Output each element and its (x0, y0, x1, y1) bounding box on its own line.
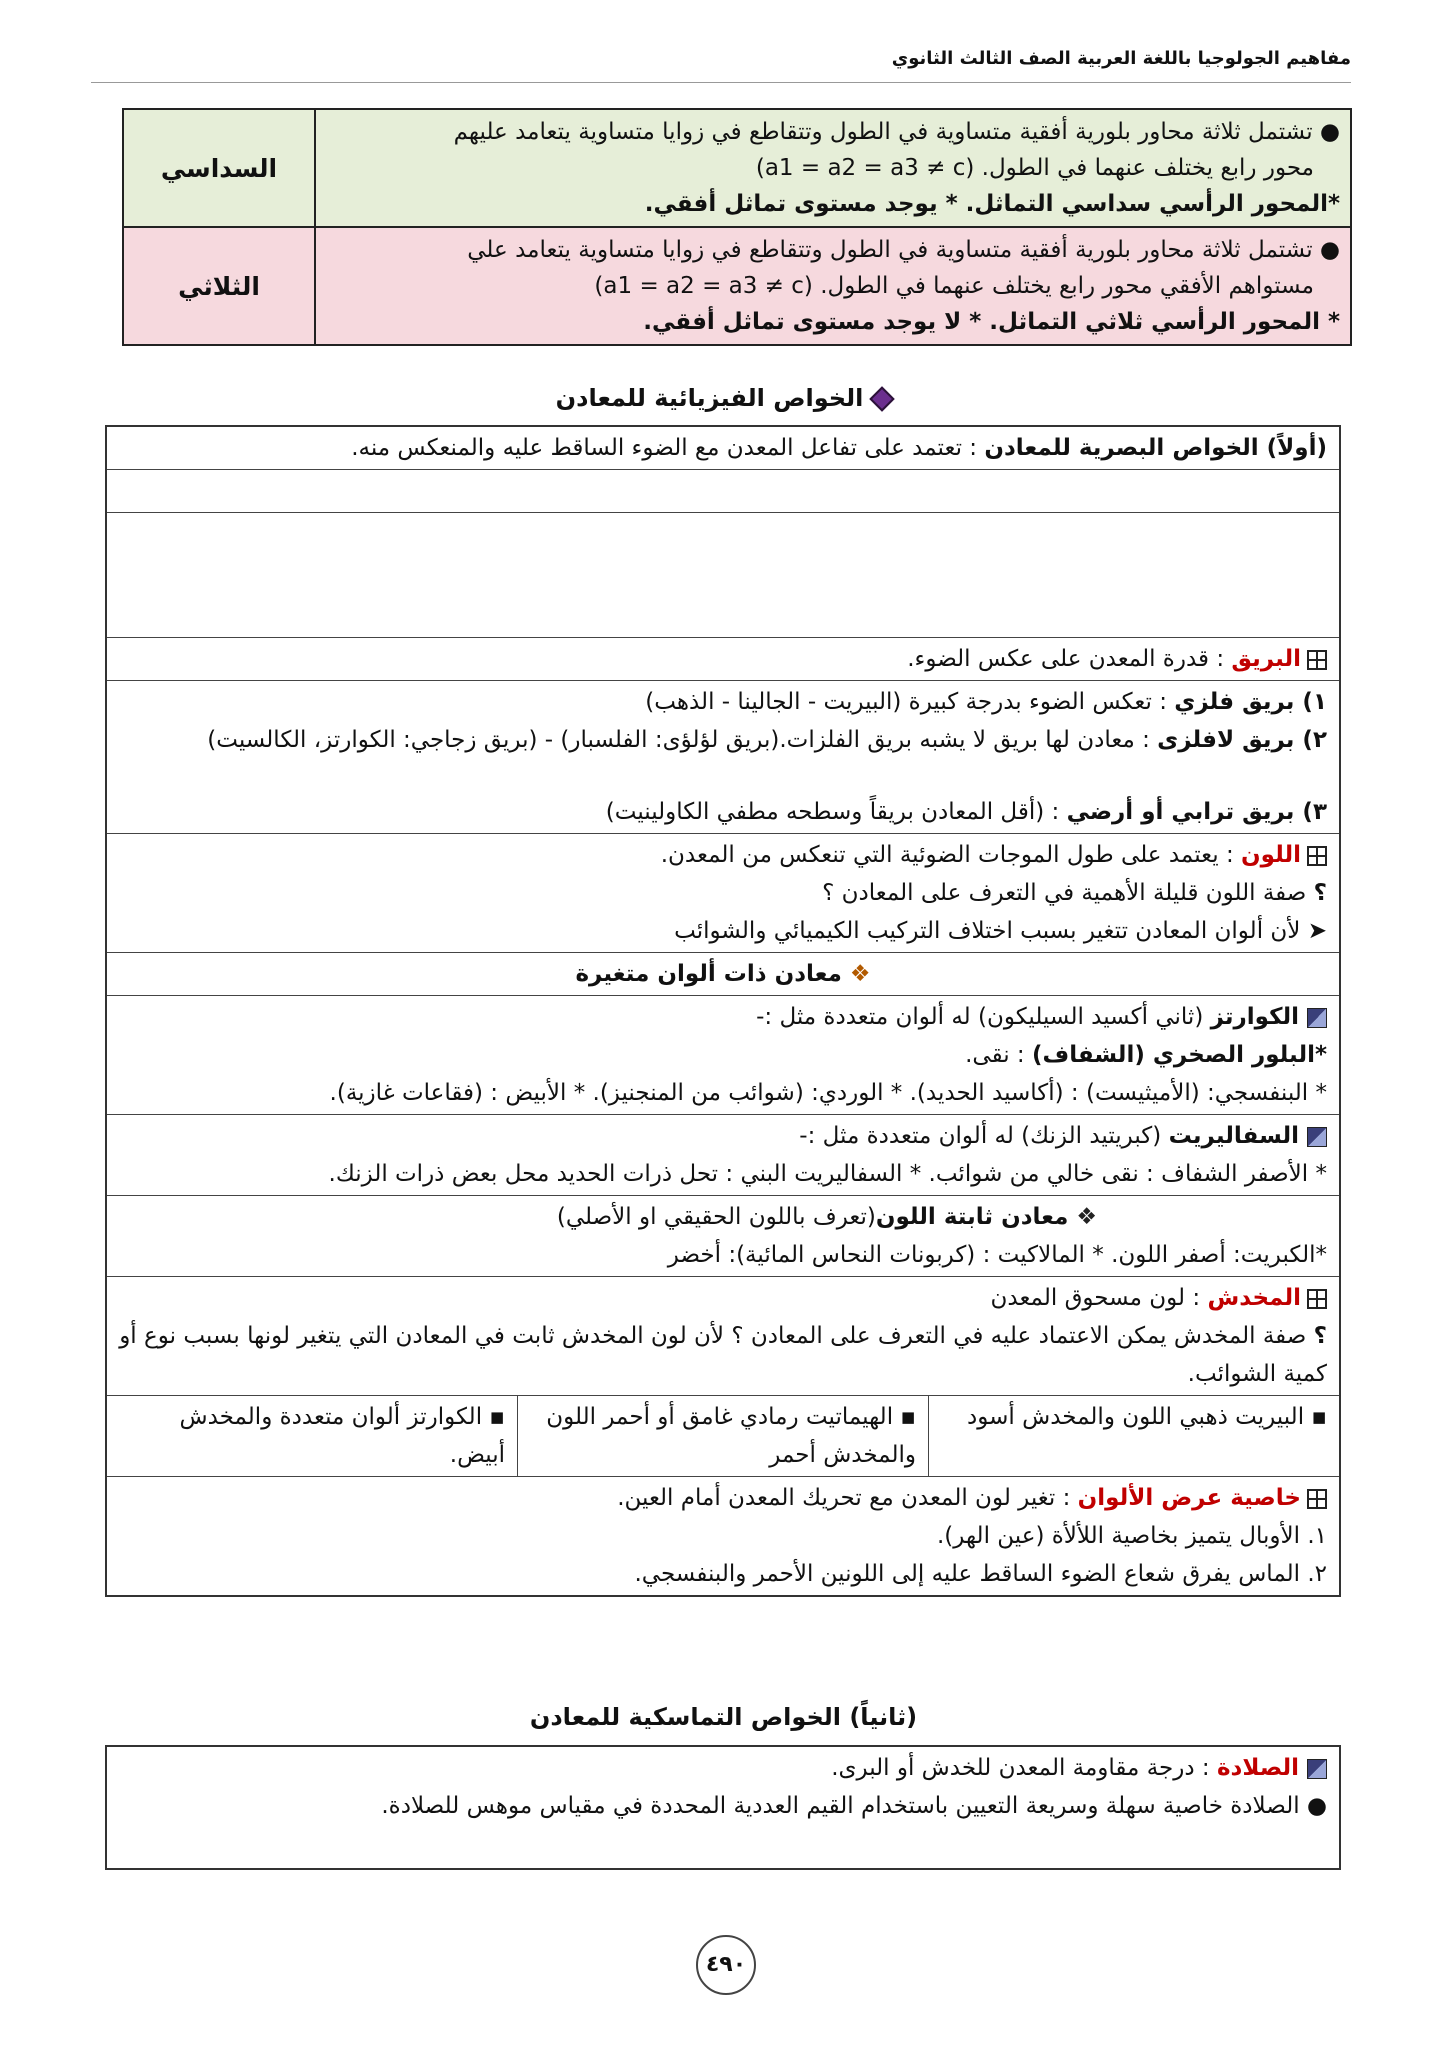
crystal-system-name: الثلاثي (123, 227, 315, 345)
hardness-row (107, 1747, 1339, 1827)
arrow-icon: ➤ (1307, 918, 1327, 944)
fixed-desc: (تعرف باللون الحقيقي او الأصلي) (556, 1204, 876, 1230)
fixed-title: معادن ثابتة اللون (875, 1204, 1069, 1230)
blank-row (107, 470, 1339, 513)
crystal-line: * المحور الرأسي ثلاثي التماثل. * لا يوجد مستوى تماثل أفقي. (643, 309, 1340, 335)
quartz-desc: (ثاني أكسيد السيليكون) له ألوان متعددة مثل :- (756, 1004, 1204, 1030)
luster-desc: : قدرة المعدن على عكس الضوء. (907, 646, 1225, 672)
list-item: ▪ البيريت ذهبي اللون والمخدش أسود (928, 1396, 1339, 1476)
hash-icon (1307, 846, 1327, 866)
page-number: ٤٩٠ (696, 1935, 756, 1995)
quartz-row (107, 996, 1339, 1115)
streak-desc: : لون مسحوق المعدن (990, 1285, 1201, 1311)
square-icon (1307, 1127, 1327, 1147)
crystal-line: ● تشتمل ثلاثة محاور بلورية أفقية متساوية في الطول وتتقاطع في زوايا متساوية يتعامد عليهم (453, 119, 1340, 145)
hardness-title: الصلادة (1216, 1755, 1299, 1781)
hash-icon (1307, 1289, 1327, 1309)
question: ؟ صفة اللون قليلة الأهمية في التعرف على المعادن ؟ (822, 880, 1327, 906)
crystal-line: ● تشتمل ثلاثة محاور بلورية أفقية متساوية في الطول وتتقاطع في زوايا متساوية يتعامد علي (467, 237, 1340, 263)
list-item: ٢) بريق لافلزى : معادن لها بريق لا يشبه بريق الفلزات.(بريق لؤلؤى: الفلسبار) - (بريق زجاجي: الكوارتز، الكالسيت) (207, 727, 1327, 753)
question: ؟ صفة المخدش يمكن الاعتماد عليه في التعرف على المعادن ؟ لأن لون المخدش ثابت في المعادن التي يتغير لونها بسبب نوع أو كمية الشوائب. (119, 1323, 1327, 1387)
play-of-colors-row (107, 1477, 1339, 1595)
luster-title: البريق (1231, 646, 1301, 672)
quartz-varieties: * البنفسجي: (الأميثيست) : (أكاسيد الحديد). * الوردي: (شوائب من المنجنيز). * الأبيض : (فقاعات غازية). (329, 1080, 1327, 1106)
diamond-star-icon: ❖ (1076, 1204, 1097, 1230)
luster-row (107, 638, 1339, 681)
sphalerite-desc: (كبريتيد الزنك) له ألوان متعددة مثل :- (799, 1123, 1162, 1149)
fixed-examples: *الكبريت: أصفر اللون. * المالاكيت : (كربونات النحاس المائية): أخضر (667, 1242, 1327, 1268)
play-title: خاصية عرض الألوان (1077, 1485, 1301, 1511)
blank-row (107, 513, 1339, 638)
cohesive-properties-box (105, 1745, 1341, 1870)
list-item: ▪ الكوارتز ألوان متعددة والمخدش أبيض. (179, 1404, 505, 1468)
hardness-desc: : درجة مقاومة المعدن للخدش أو البرى. (831, 1755, 1210, 1781)
luster-types-row (107, 681, 1339, 834)
fixed-colors-row (107, 1196, 1339, 1277)
play-desc: : تغير لون المعدن مع تحريك المعدن أمام العين. (617, 1485, 1071, 1511)
sphalerite-varieties: * الأصفر الشفاف : نقى خالي من شوائب. * السفاليريت البني : تحل ذرات الحديد محل بعض ذرات الزنك. (328, 1161, 1327, 1187)
table-row (123, 109, 1351, 227)
sphalerite-row (107, 1115, 1339, 1196)
section-title: الخواص الفيزيائية للمعادن (0, 384, 1447, 412)
diamond-star-icon: ❖ (849, 961, 871, 987)
list-item: ١) بريق فلزي : تعكس الضوء بدرجة كبيرة (البيريت - الجالينا - الذهب) (645, 689, 1327, 715)
diamond-icon (870, 386, 895, 411)
variable-colors-title: ❖معادن ذات ألوان متغيرة (107, 953, 1339, 996)
crystal-system-name: السداسي (123, 109, 315, 227)
question-icon: ؟ (1313, 880, 1327, 906)
color-title: اللون (1241, 842, 1301, 868)
streak-title: المخدش (1207, 1285, 1301, 1311)
crystal-line: *المحور الرأسي سداسي التماثل. * يوجد مستوى تماثل أفقي. (644, 191, 1340, 217)
color-row (107, 834, 1339, 953)
crystal-line: مستواهم الأفقي محور رابع يختلف عنهما في الطول. (a1 = a2 = a3 ≠ c) (594, 273, 1314, 299)
quartz-title: الكوارتز (1210, 1004, 1299, 1030)
quartz-rock-crystal: *البلور الصخري (الشفاف) (1031, 1042, 1327, 1068)
square-icon (1307, 1759, 1327, 1779)
hash-icon (1307, 650, 1327, 670)
list-item: ● الصلادة خاصية سهلة وسريعة التعيين باستخدام القيم العددية المحددة في مقياس موهس للصلادة. (381, 1793, 1327, 1819)
square-icon (1307, 1008, 1327, 1028)
quartz-rock-crystal-desc: : نقى. (965, 1042, 1025, 1068)
crystal-systems-table (122, 108, 1352, 346)
optical-desc: : تعتمد على تفاعل المعدن مع الضوء الساقط عليه والمنعكس منه. (351, 435, 978, 461)
streak-examples-row (107, 1396, 1339, 1477)
list-item: ٢. الماس يفرق شعاع الضوء الساقط عليه إلى اللونين الأحمر والبنفسجي. (634, 1561, 1327, 1587)
list-item: ٣) بريق ترابي أو أرضي : (أقل المعادن بريقاً وسطحه مطفي الكاولينيت) (605, 799, 1327, 825)
crystal-line: محور رابع يختلف عنهما في الطول. (a1 = a2 = a3 ≠ c) (755, 155, 1314, 181)
color-desc: : يعتمد على طول الموجات الضوئية التي تنعكس من المعدن. (660, 842, 1234, 868)
section-title: (ثانياً) الخواص التماسكية للمعادن (529, 1703, 918, 1731)
crystal-description (315, 109, 1351, 227)
sphalerite-title: السفاليريت (1168, 1123, 1299, 1149)
header-divider (91, 82, 1351, 83)
list-item: ▪ الهيماتيت رمادي غامق أو أحمر اللون والمخدش أحمر (517, 1396, 928, 1476)
question-icon: ؟ (1313, 1323, 1327, 1349)
optical-properties-box (105, 425, 1341, 1597)
optical-title-row (107, 427, 1339, 470)
hash-icon (1307, 1489, 1327, 1509)
page-header: مفاهيم الجولوجيا باللغة العربية الصف الثالث الثانوي (891, 48, 1351, 69)
optical-title: (أولاً) الخواص البصرية للمعادن (984, 435, 1327, 461)
list-item: ١. الأوبال يتميز بخاصية اللألأة (عين الهر). (936, 1523, 1327, 1549)
streak-row (107, 1277, 1339, 1396)
crystal-description (315, 227, 1351, 345)
table-row (123, 227, 1351, 345)
answer: ➤ لأن ألوان المعادن تتغير بسبب اختلاف التركيب الكيميائي والشوائب (674, 918, 1327, 944)
